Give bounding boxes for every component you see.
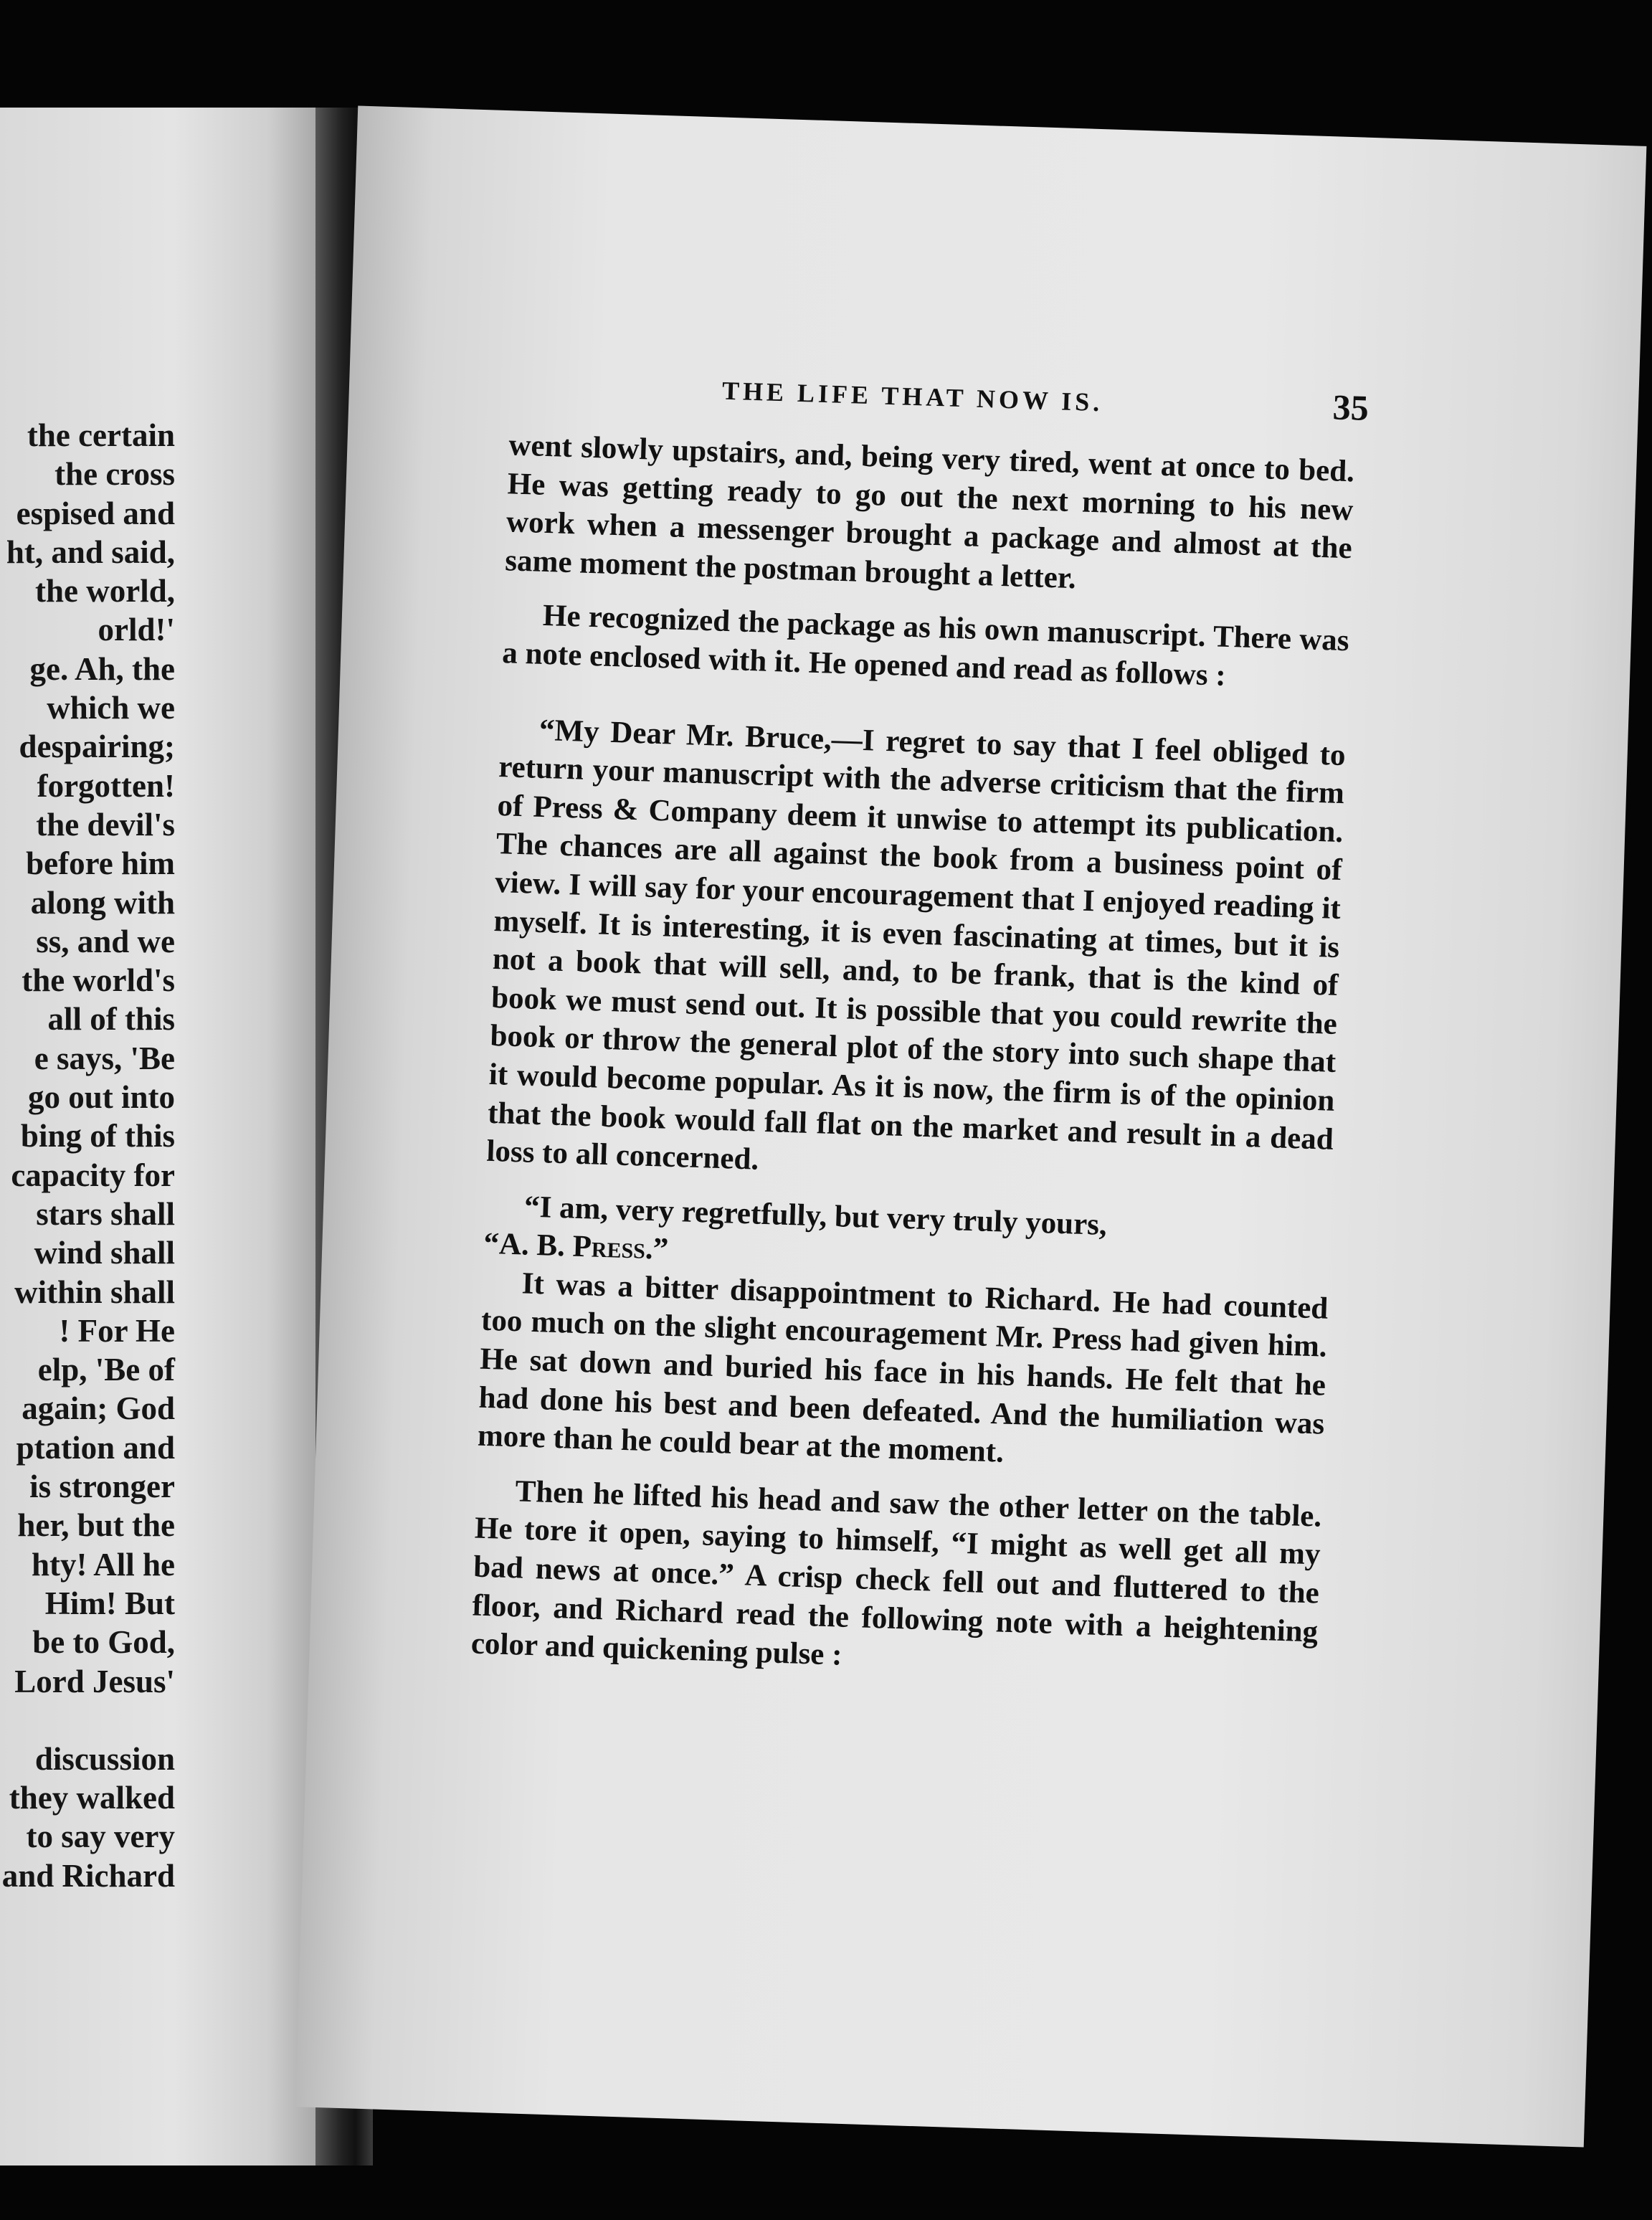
left-page-line: Him! But [44,1585,175,1621]
rejection-letter-body: “My Dear Mr. Bruce,—I regret to say that I feel obliged to return your manuscript with the adverse criticism that the firm of Press & Company deem it unwise to attempt its publication. The chances are all against the book from a business point of view. I will say for your encouragement that I enjoyed reading it myself. It is interesting, it is even fascinating at times, but it is not a book that will sell, and, to be frank, that is the kind of book we must send out. It is possible that you could rewrite the book or throw the general plot of the story into such shape that it would become popular. As it is now, the firm is of the opinion that the book would fall flat on the market and result in a dead loss to all concerned. [485,713,1347,1177]
left-page-line: the world, [35,573,175,609]
left-page-text [0,416,175,1895]
left-page-line: hty! All he [31,1546,175,1583]
left-page-line: within shall [14,1273,175,1310]
left-page-line: the cross [54,456,175,493]
left-page-line: is stronger [29,1469,175,1505]
left-page-line: wind shall [34,1235,175,1271]
left-page-line: the devil's [36,806,175,843]
left-page-line: Lord Jesus' [14,1663,175,1699]
page-number: 35 [1331,386,1369,428]
left-page-line: ptation and [16,1429,175,1466]
left-page-line: be to God, [32,1624,175,1661]
page-body [470,426,1355,1689]
left-facing-page [0,108,315,2166]
left-page-line: forgotten! [37,767,175,804]
right-page [295,105,1647,2147]
left-page-line: ht, and said, [6,533,175,570]
left-page-line: the certain [27,417,175,453]
paragraph-other-letter: Then he lifted his head and saw the other letter on the table. He tore it open, saying to himself, “I might as well get all my bad news at once.” A crisp check fell out and fluttered to the floor, and Richard read the following note with a heightening color and quickening pulse : [470,1474,1322,1672]
left-page-line: discussion [34,1740,175,1777]
left-page-line: ge. Ah, the [29,650,175,687]
letter-signature-text: “A. B. Press.” [483,1227,669,1267]
left-page-line [0,1701,175,1740]
left-page-line: which we [47,690,175,726]
left-page-line: ss, and we [36,923,175,959]
left-page-line: they walked [9,1780,175,1816]
left-page-line: bing of this [20,1118,175,1154]
running-head: THE LIFE THAT NOW IS. [721,376,1103,417]
left-page-line: orld!' [98,612,175,648]
left-page-line: to say very [26,1818,175,1855]
left-page-line: along with [30,884,175,921]
left-page-line: go out into [27,1079,175,1116]
paragraph-package: He recognized the package as his own manuscript. There was a note enclosed with it. He opened and read as follows : [501,599,1350,693]
paragraph-continued: went slowly upstairs, and, being very tired, went at once to bed. He was getting ready to go out the next morning to his new work when a messenger brought a package and almost at the same moment the postman brought a letter. [504,428,1355,596]
left-page-line: all of this [47,1001,175,1038]
left-page-line: before him [26,845,175,882]
letter-closing: “I am, very regretfully, but very truly yours, [523,1190,1108,1242]
left-page-line: elp, 'Be of [37,1352,175,1388]
left-page-line: the world's [22,962,175,999]
left-page-line: capacity for [11,1157,175,1193]
left-page-line: despairing; [19,729,175,765]
left-page-line: stars shall [36,1195,175,1232]
left-page-line: espised and [16,495,175,531]
left-page-line: and Richard [1,1857,175,1894]
left-page-line: her, but the [17,1507,175,1544]
left-page-line: ! For He [59,1312,175,1349]
left-page-line: again; God [22,1390,175,1427]
left-page-line: e says, 'Be [34,1040,175,1076]
paragraph-disappointment: It was a bitter disappointment to Richard. He had counted too much on the slight encouragement Mr. Press had given him. He sat down and buried his face in his hands. He felt that he had done his best and been defeated. And the humiliation was more than he could bear at the moment. [477,1266,1329,1469]
